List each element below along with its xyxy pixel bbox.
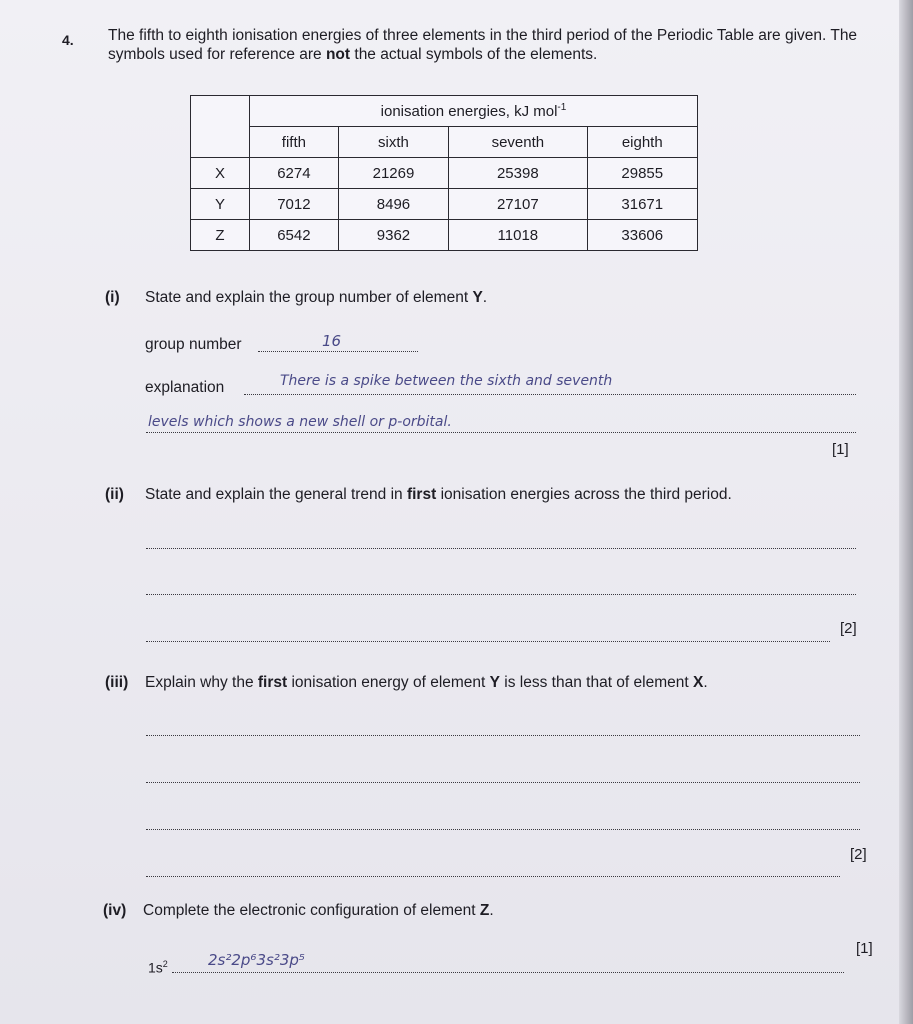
explanation-answer-line-2-text: levels which shows a new shell or p-orbital.	[148, 414, 452, 430]
table-row	[191, 189, 698, 220]
column-header: fifth	[250, 127, 339, 158]
table-cell: 6274	[250, 158, 339, 189]
config-answer-line[interactable]	[172, 972, 844, 973]
part-iii-question: (iii) Explain why the first ionisation energy of element Y is less than that of element X.	[105, 674, 708, 691]
part-i-question: (i) State and explain the group number of element Y.	[105, 289, 488, 306]
table-cell: 27107	[449, 189, 587, 220]
table-column-row	[191, 127, 698, 158]
column-header: seventh	[449, 127, 587, 158]
table-cell: 21269	[338, 158, 448, 189]
table-cell: 29855	[587, 158, 697, 189]
emphasis-not: not	[325, 46, 351, 63]
row-label: Z	[191, 220, 250, 251]
table-cell: 6542	[250, 220, 339, 251]
part-ii-question: (ii) State and explain the general trend in first ionisation energies across the third period.	[105, 486, 732, 503]
config-answer: 2s²2p⁶3s²3p⁵	[208, 951, 305, 969]
part-iii-answer-line-1[interactable]	[146, 735, 860, 736]
part-iii-answer-line-3[interactable]	[146, 829, 860, 830]
table-cell: 8496	[338, 189, 448, 220]
group-number-answer-line[interactable]	[258, 351, 418, 352]
ionisation-energy-table	[190, 95, 698, 251]
question-number: 4.	[62, 32, 74, 48]
table-corner-cell	[191, 96, 250, 158]
explanation-answer-line-1[interactable]	[244, 394, 856, 395]
part-iv-marks: [1]	[856, 940, 873, 957]
table-cell: 25398	[449, 158, 587, 189]
table-row	[191, 158, 698, 189]
config-prefix: $1s^2$	[148, 959, 168, 976]
table-cell: 31671	[587, 189, 697, 220]
part-ii-answer-line-3[interactable]	[146, 641, 830, 642]
table-cell: 11018	[449, 220, 587, 251]
table-header: ionisation energies, kJ mol$^{-1}$	[250, 96, 698, 127]
column-header: eighth	[587, 127, 697, 158]
explanation-label: explanation	[145, 379, 225, 396]
part-iii-answer-line-2[interactable]	[146, 782, 860, 783]
table-cell: 9362	[338, 220, 448, 251]
part-iii-answer-line-4[interactable]	[146, 876, 840, 877]
table-cell: 33606	[587, 220, 697, 251]
part-iii-marks: [2]	[850, 846, 867, 863]
row-label: Y	[191, 189, 250, 220]
part-ii-answer-line-1[interactable]	[146, 548, 856, 549]
part-ii-marks: [2]	[840, 620, 857, 637]
table-row	[191, 220, 698, 251]
group-number-label: group number	[145, 336, 242, 353]
explanation-answer-line-1-text: There is a spike between the sixth and seventh	[280, 373, 613, 389]
column-header: sixth	[338, 127, 448, 158]
table-header-row	[191, 96, 698, 127]
table-cell: 7012	[250, 189, 339, 220]
part-iv-question: (iv) Complete the electronic configuration of element Z.	[103, 902, 494, 919]
part-ii-answer-line-2[interactable]	[146, 594, 856, 595]
page-edge-shadow	[899, 0, 913, 1024]
explanation-answer-line-2[interactable]	[146, 432, 856, 433]
group-number-answer: 16	[322, 332, 342, 350]
row-label: X	[191, 158, 250, 189]
question-stem: The fifth to eighth ionisation energies of three elements in the third period of the Periodic Table are given. The symbols used for reference are not the actual symbols of the elements.	[108, 27, 858, 63]
part-i-marks: [1]	[832, 441, 849, 458]
